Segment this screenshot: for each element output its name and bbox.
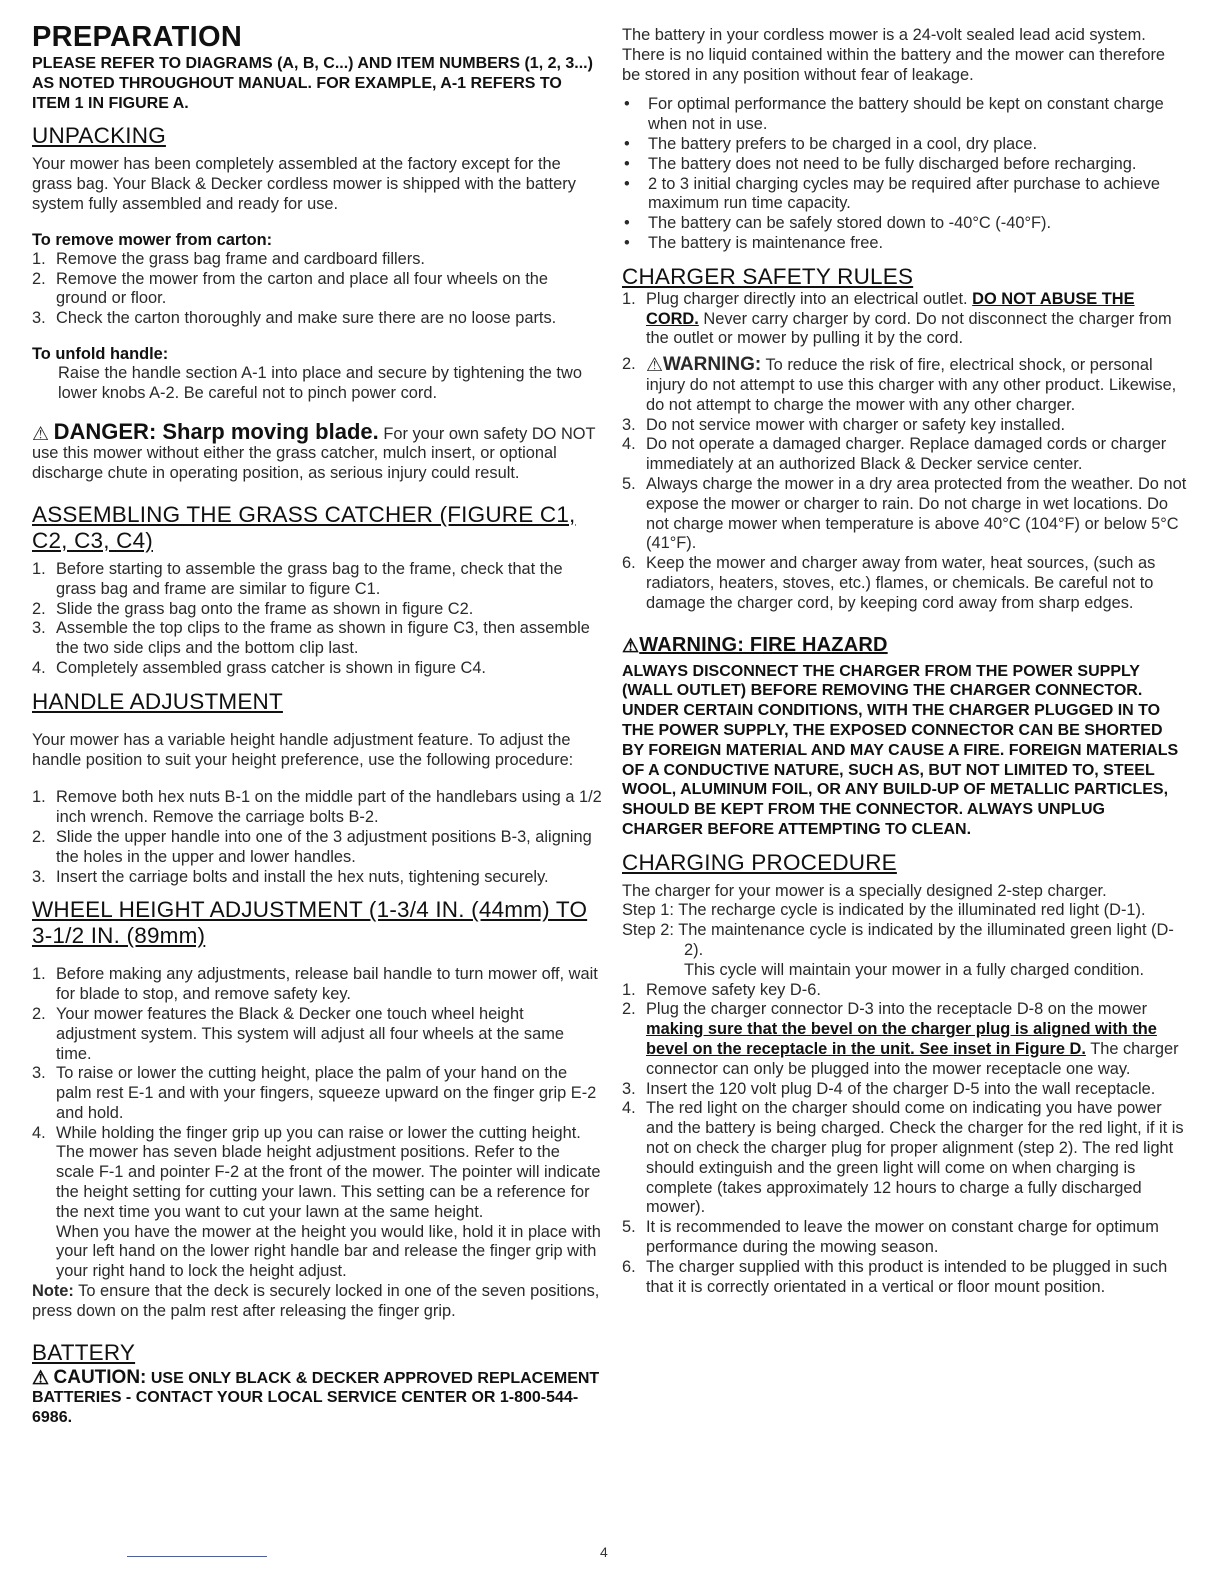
handle-adjustment-list <box>32 788 602 887</box>
warning-triangle-icon: ⚠ <box>32 1367 50 1389</box>
handle-adjustment-title: HANDLE ADJUSTMENT <box>32 688 283 714</box>
warning-triangle-icon: ⚠ <box>646 355 664 377</box>
list-item: 5. It is recommended to leave the mower on constant charge for optimum performance during the mowing season. <box>622 1218 1159 1257</box>
battery-title: BATTERY <box>32 1339 136 1365</box>
unfold-handle-text: Raise the handle section A-1 into place and secure by tightening the two lower knobs A-2. Be careful not to pinch power cord. <box>58 363 582 402</box>
fire-hazard-text: ALWAYS DISCONNECT THE CHARGER FROM THE POWER SUPPLY (WALL OUTLET) BEFORE REMOVING THE CHARGER CONNECTOR. UNDER CERTAIN CONDITIONS, WITH THE CHARGER PLUGGED IN TO THE POWER SUPPLY, THE EXPOSED CONNECTOR CAN BE SHORTED BY FOREIGN MATERIAL AND MAY CAUSE A FIRE. FOREIGN MATERIALS OF A CONDUCTIVE NATURE, SUCH AS, BUT NOT LIMITED TO, STEEL WOOL, ALUMINUM FOIL, OR ANY BUILD-UP OF METALLIC PARTICLES, SHOULD BE KEPT FROM THE CONNECTOR. ALWAYS UNPLUG CHARGER BEFORE ATTEMPTING TO CLEAN. <box>622 662 1179 838</box>
charging-text: The charger for your mower is a specially designed 2-step charger. <box>622 881 1107 900</box>
right-column <box>622 26 1187 1297</box>
warning-triangle-icon: ⚠ <box>32 423 50 445</box>
charging-procedure-list <box>622 981 1187 1298</box>
danger-label: DANGER: Sharp moving blade. <box>53 418 379 444</box>
step-2b: This cycle will maintain your mower in a fully charged condition. <box>684 960 1145 979</box>
danger-paragraph <box>32 418 602 484</box>
list-item: 3. Insert the 120 volt plug D-4 of the charger D-5 into the wall receptacle. <box>622 1079 1156 1098</box>
preparation-note: PLEASE REFER TO DIAGRAMS (A, B, C...) AND ITEM NUMBERS (1, 2, 3...) AS NOTED THROUGHOUT MANUAL. FOR EXAMPLE, A-1 REFERS TO ITEM 1 IN FIGURE A. <box>32 55 593 112</box>
wheel-height-title: WHEEL HEIGHT ADJUSTMENT (1-3/4 IN. (44mm) TO 3-1/2 IN. (89mm) <box>32 897 588 949</box>
remove-carton-title: To remove mower from carton: <box>32 230 273 249</box>
list-item: 4. Do not operate a damaged charger. Replace damaged cords or charger immediately at an authorized Black & Decker service center. <box>622 435 1167 474</box>
danger-text-a: For your own safety <box>383 424 528 443</box>
charger-safety-list <box>622 290 1187 614</box>
list-item: 2. Slide the grass bag onto the frame as shown in figure C2. <box>32 599 474 618</box>
caution-label: CAUTION: <box>53 1366 147 1388</box>
wheel-height-extra: When you have the mower at the height you would like, hold it in place with your left hand on the lower right handle bar and release the finger grip with your right hand to lock the height adjust. <box>56 1222 601 1281</box>
battery-text: The battery in your cordless mower is a 24-volt sealed lead acid system. There is no liquid contained within the battery and the mower can therefore be stored in any position without fear of leakage. <box>622 26 1166 84</box>
list-item: 2. Plug the charger connector D-3 into the receptacle D-8 on the mower making sure that the bevel on the charger plug is aligned with the bevel on the receptacle in the unit. See inset in Figure D. The charger connector can only be plugged into the mower receptacle one way. <box>622 1000 1179 1078</box>
list-item: 2. ⚠WARNING: To reduce the risk of fire, electrical shock, or personal injury do not attempt to use this charger with any other product. Likewise, do not attempt to charge the mower with any other charger. <box>622 354 1177 414</box>
list-item: • 2 to 3 initial charging cycles may be required after purchase to achieve maximum run time capacity. <box>624 174 1161 213</box>
unpacking-text: Your mower has been completely assembled at the factory except for the grass bag. Your Black & Decker cordless mower is shipped with the battery system fully assembled and ready for use. <box>32 155 576 213</box>
list-item: 3. Do not service mower with charger or safety key installed. <box>622 415 1066 434</box>
warning-triangle-icon: ⚠ <box>622 635 640 657</box>
list-item: 4. While holding the finger grip up you can raise or lower the cutting height. The mower has seven blade height adjustment positions. Refer to the scale F-1 and pointer F-2 at the front of the mower. The pointer will indicate the height setting for cutting your lawn. This setting can be a reference for the next time you want to cut your lawn at the same height. <box>32 1123 601 1221</box>
unfold-handle-title: To unfold handle: <box>32 344 169 363</box>
list-item: 6. Keep the mower and charger away from water, heat sources, (such as radiators, heaters, stoves, etc.) flames, or chemicals. Be careful not to damage the charger cord, by keeping cord away from sharp edges. <box>622 554 1156 612</box>
list-item: 1. Before making any adjustments, release bail handle to turn mower off, wait for blade to stop, and remove safety key. <box>32 965 598 1004</box>
list-item: 3. To raise or lower the cutting height, place the palm of your hand on the palm rest E-1 and with your fingers, squeeze upward on the finger grip E-2 and hold. <box>32 1064 597 1122</box>
note-paragraph <box>32 1282 602 1322</box>
step-1: Step 1: The recharge cycle is indicated by the illuminated red light (D-1). <box>622 901 1146 920</box>
danger-text-b: DO NOT use this mower without either the grass catcher, mulch insert, or optional discharge chute in operating position, as serious injury could result. <box>32 424 596 483</box>
list-item: 2. Remove the mower from the carton and place all four wheels on the ground or floor. <box>32 269 548 308</box>
list-item: 1. Remove the grass bag frame and cardboard fillers. <box>32 249 425 268</box>
page-number: 4 <box>600 1544 608 1560</box>
list-item: • The battery can be safely stored down to -40°C (-40°F). <box>624 214 1052 233</box>
charging-procedure-title: CHARGING PROCEDURE <box>622 849 897 875</box>
charger-safety-title: CHARGER SAFETY RULES <box>622 263 914 289</box>
list-item: 1. Remove both hex nuts B-1 on the middle part of the handlebars using a 1/2 inch wrench. Remove the carriage bolts B-2. <box>32 788 602 827</box>
list-item: 6. The charger supplied with this product is intended to be plugged in such that it is correctly orientated in a vertical or floor mount position. <box>622 1257 1168 1296</box>
list-item: • For optimal performance the battery should be kept on constant charge when not in use. <box>624 95 1164 134</box>
list-item: 4. Completely assembled grass catcher is shown in figure C4. <box>32 658 486 677</box>
list-item: 2. Your mower features the Black & Decker one touch wheel height adjustment system. This system will adjust all four wheels at the same time. <box>32 1004 565 1063</box>
list-item: 1. Plug charger directly into an electrical outlet. DO NOT ABUSE THE CORD. Never carry charger by cord. Do not disconnect the charger from the outlet or mower by pulling it by the cord. <box>622 289 1172 348</box>
caution-paragraph <box>32 1368 602 1428</box>
list-item: 5. Always charge the mower in a dry area protected from the weather. Do not expose the mower or charger to rain. Do not charge in wet locations. Do not charge mower when temperature is above 40°C (104°F) or below 5°C (41°F). <box>622 474 1187 553</box>
preparation-title: PREPARATION <box>32 21 243 53</box>
list-item: 3. Assemble the top clips to the frame as shown in figure C3, then assemble the two side clips and the bottom clip last. <box>32 619 590 658</box>
wheel-height-list <box>32 965 602 1222</box>
note-text: To ensure that the deck is securely locked in one of the seven positions, press down on the palm rest after releasing the finger grip. <box>32 1282 600 1320</box>
battery-bullets <box>622 95 1187 253</box>
step-2: Step 2: The maintenance cycle is indicated by the illuminated green light (D-2). <box>622 921 1174 960</box>
fire-hazard-title: ⚠WARNING: FIRE HAZARD <box>622 632 1187 660</box>
caution-text: USE ONLY BLACK & DECKER APPROVED REPLACEMENT BATTERIES - CONTACT YOUR LOCAL SERVICE CENTER OR 1-800-544-6986. <box>32 1369 600 1427</box>
unpacking-title: UNPACKING <box>32 123 166 149</box>
grass-catcher-title: ASSEMBLING THE GRASS CATCHER (FIGURE C1, C2, C3, C4) <box>32 501 576 553</box>
remove-carton-list <box>32 250 602 329</box>
list-item: 2. Slide the upper handle into one of the 3 adjustment positions B-3, aligning the holes in the upper and lower handles. <box>32 827 592 866</box>
list-item: 1. Remove safety key D-6. <box>622 980 821 999</box>
left-column <box>32 22 602 1428</box>
list-item: 4. The red light on the charger should come on indicating you have power and the battery is being charged. Check the charger for the red light, if it is not on check the charger plug for proper alignment (step 2). The red light should extinguish and the green light will come on when charging is complete (takes approximately 12 hours to charge a fully discharged mower). <box>622 1099 1184 1217</box>
list-item: 3. Insert the carriage bolts and install the hex nuts, tightening securely. <box>32 867 549 886</box>
note-label: Note: <box>32 1282 74 1301</box>
list-item: • The battery prefers to be charged in a cool, dry place. <box>624 134 1038 153</box>
footer-divider <box>127 1556 267 1557</box>
list-item: 3. Check the carton thoroughly and make sure there are no loose parts. <box>32 309 557 328</box>
grass-catcher-list <box>32 560 602 679</box>
list-item: 1. Before starting to assemble the grass bag to the frame, check that the grass bag and frame are similar to figure C1. <box>32 559 563 598</box>
list-item: • The battery does not need to be fully discharged before recharging. <box>624 154 1137 173</box>
handle-adjustment-text: Your mower has a variable height handle adjustment feature. To adjust the handle position to suit your height preference, use the following procedure: <box>32 730 574 769</box>
list-item: • The battery is maintenance free. <box>624 233 884 252</box>
